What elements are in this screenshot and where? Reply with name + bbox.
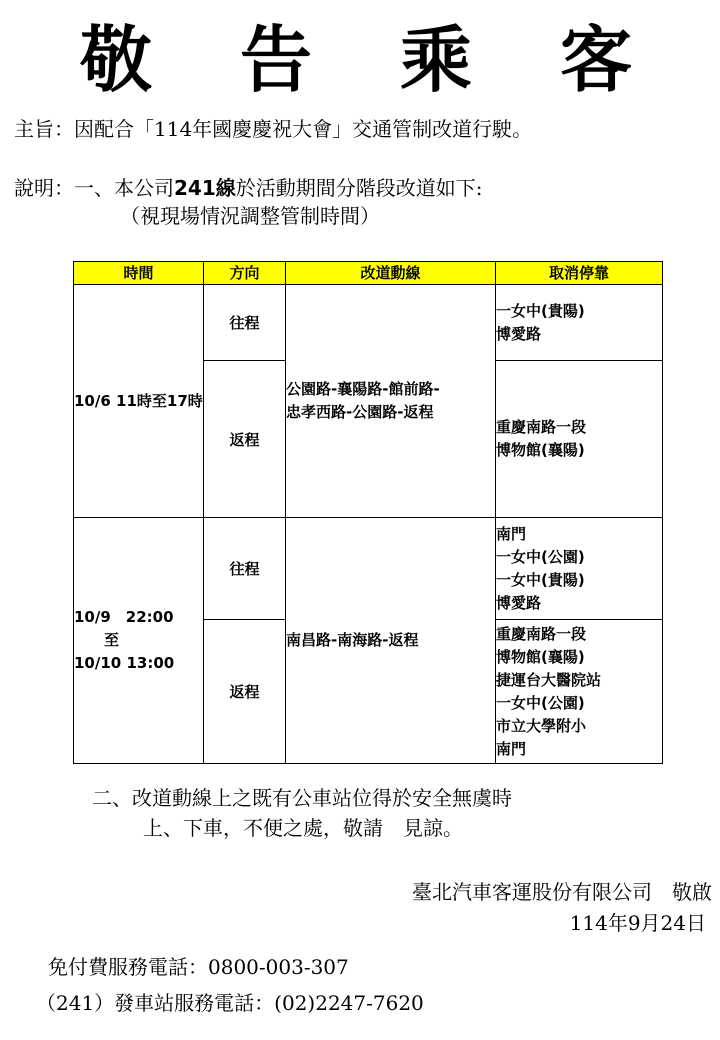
period1-return-direction: 返程	[204, 361, 286, 518]
stop-name: 博愛路	[496, 324, 542, 343]
header-cancelled-stops: 取消停靠	[496, 262, 663, 285]
item2-line1: 二、改道動線上之既有公車站位得於安全無虞時	[92, 786, 512, 810]
title-char: 乘	[400, 17, 473, 102]
period2-outbound-direction: 往程	[204, 518, 286, 620]
period1-outbound-direction: 往程	[204, 285, 286, 361]
stop-name: 南門	[496, 739, 527, 758]
table-row	[74, 285, 663, 361]
stop-name: 重慶南路一段	[496, 624, 587, 643]
explanation-line	[14, 175, 483, 201]
item2-line2: 上、下車，不便之處，敬請 見諒。	[143, 816, 463, 840]
title-char: 敬	[80, 17, 153, 102]
stop-name: 博物館(襄陽)	[496, 647, 585, 666]
time-line: 至	[74, 631, 120, 649]
route-line: 忠孝西路-公園路-返程	[286, 403, 434, 421]
route-number: 241線	[174, 176, 236, 200]
route-line: 公園路-襄陽路-館前路-	[286, 380, 440, 398]
subject-line: 主旨：因配合「114年國慶慶祝大會」交通管制改道行駛。	[14, 117, 533, 141]
stop-name: 博愛路	[496, 593, 542, 612]
period2-return-stops	[496, 620, 663, 764]
table-row	[74, 518, 663, 620]
period2-time	[74, 518, 204, 764]
route-line: 南昌路-南海路-返程	[286, 631, 419, 649]
explanation-prefix: 說明：一、本公司	[14, 176, 174, 200]
header-time: 時間	[74, 262, 204, 285]
signature-date: 114年9月24日	[569, 911, 706, 935]
station-phone: （241）發車站服務電話：(02)2247-7620	[36, 991, 424, 1015]
stop-name: 捷運台大醫院站	[496, 670, 602, 689]
period1-route	[286, 285, 496, 518]
period1-return-stops	[496, 361, 663, 518]
header-route: 改道動線	[286, 262, 496, 285]
signature-company: 臺北汽車客運股份有限公司 敬啟	[412, 880, 712, 904]
stop-name: 博物館(襄陽)	[496, 441, 585, 459]
explanation-suffix: 於活動期間分階段改道如下:	[235, 176, 483, 200]
stop-name: 重慶南路一段	[496, 418, 587, 436]
period1-outbound-stops	[496, 285, 663, 361]
explanation-note: （視現場情況調整管制時間）	[120, 204, 380, 228]
tollfree-phone: 免付費服務電話：0800-003-307	[48, 955, 349, 979]
title-char: 告	[240, 17, 313, 102]
period2-return-direction: 返程	[204, 620, 286, 764]
detour-table	[73, 261, 663, 764]
stop-name: 一女中(公園)	[496, 693, 585, 712]
period2-route	[286, 518, 496, 764]
title-char: 客	[560, 17, 633, 102]
stop-name: 市立大學附小	[496, 716, 587, 735]
stop-name: 南門	[496, 524, 527, 543]
table-header-row	[74, 262, 663, 285]
period2-outbound-stops	[496, 518, 663, 620]
stop-name: 一女中(貴陽)	[496, 301, 585, 320]
stop-name: 一女中(公園)	[496, 547, 585, 566]
period1-time: 10/6 11時至17時	[74, 285, 204, 518]
stop-name: 一女中(貴陽)	[496, 570, 585, 589]
time-line: 10/9 22:00	[74, 608, 174, 626]
header-direction: 方向	[204, 262, 286, 285]
time-line: 10/10 13:00	[74, 654, 175, 672]
